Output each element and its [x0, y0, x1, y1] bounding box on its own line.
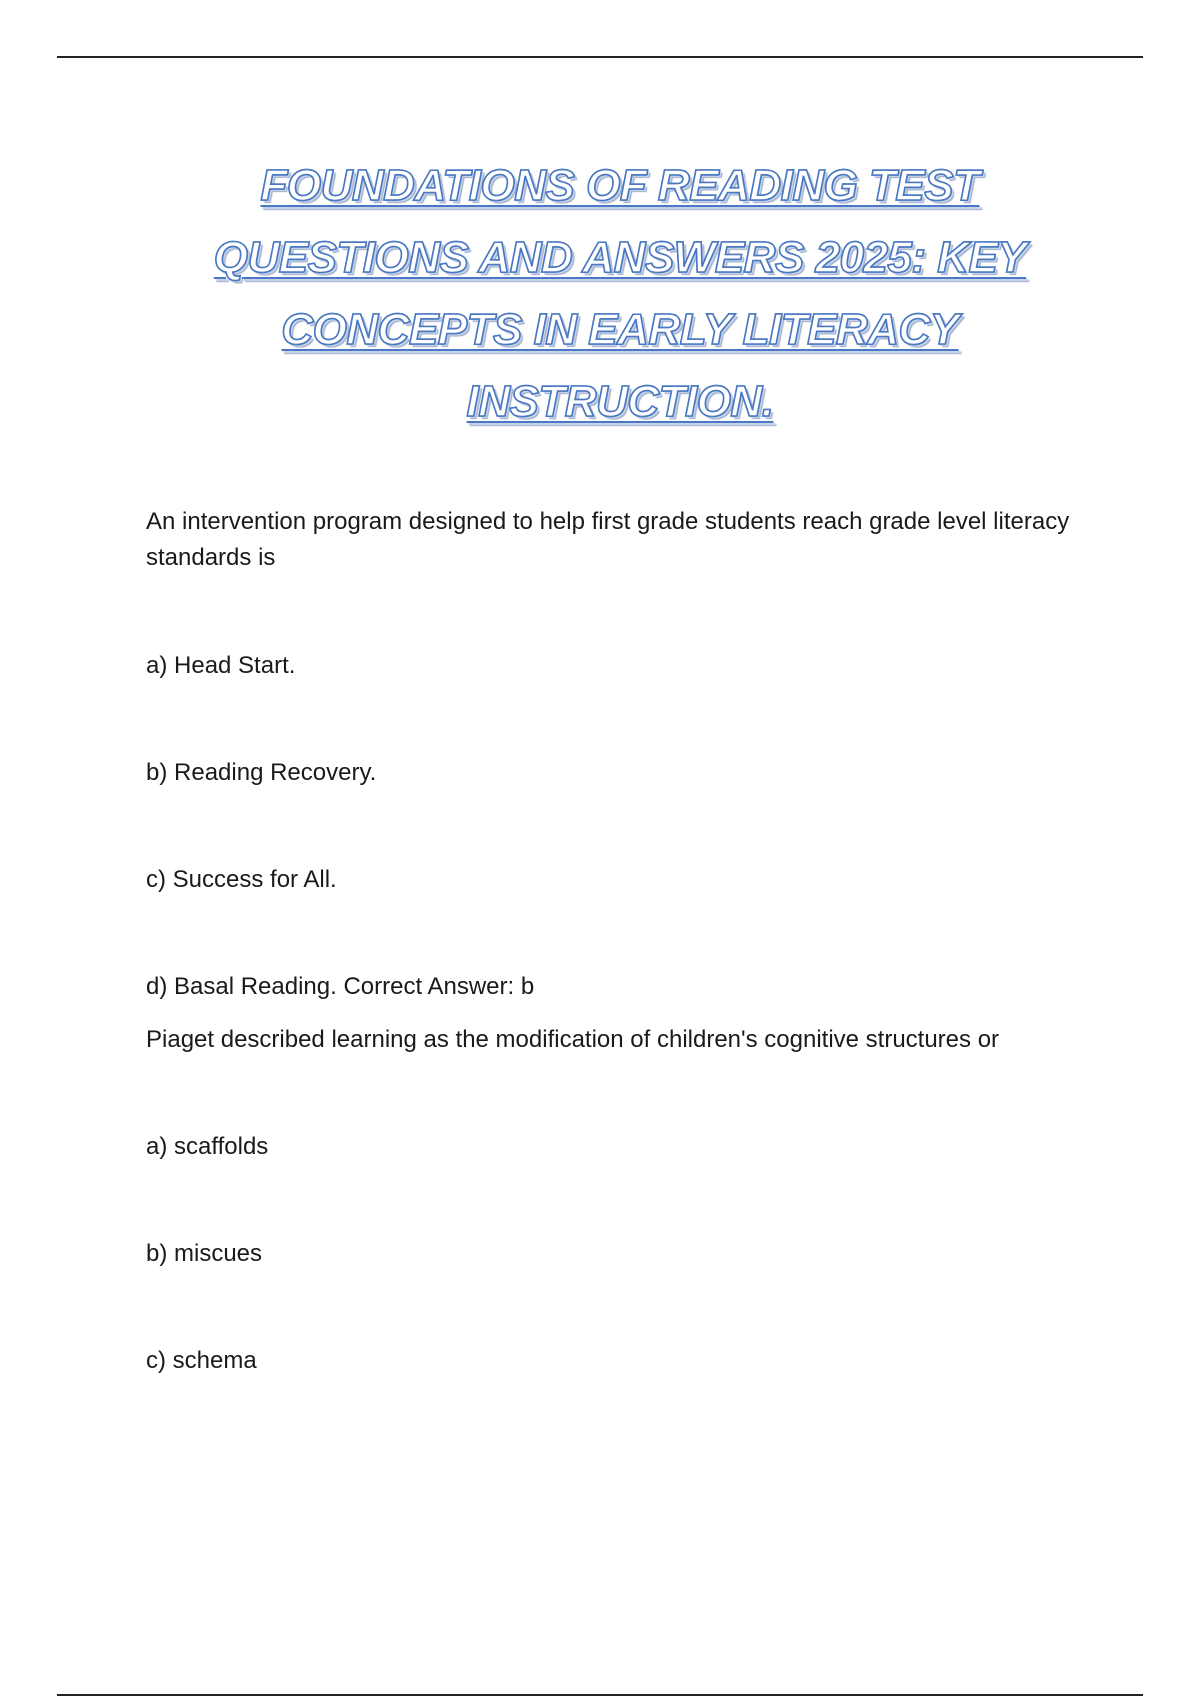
- question-1-option-d: d) Basal Reading. Correct Answer: b: [146, 973, 535, 1000]
- question-2-option-b: b) miscues: [146, 1240, 263, 1267]
- question-1-option-b: b) Reading Recovery.: [146, 759, 377, 786]
- question-1-option-c: c) Success for All.: [146, 866, 337, 893]
- question-2-stem: Piaget described learning as the modification of children's cognitive structures or: [146, 1026, 1000, 1053]
- header-rule: [57, 56, 1143, 58]
- footer-rule: [57, 1694, 1143, 1696]
- question-2-option-a: a) scaffolds: [146, 1133, 269, 1160]
- question-2-option-c: c) schema: [146, 1347, 257, 1374]
- document-title: FOUNDATIONS OF READING TEST QUESTIONS AND ANSWERS 2025: KEY CONCEPTS IN EARLY LITERACY INSTRUCTION.: [213, 161, 1027, 426]
- question-1-stem: An intervention program designed to help first grade students reach grade level literacy standards is: [146, 508, 1070, 571]
- question-1-option-a: a) Head Start.: [146, 652, 296, 679]
